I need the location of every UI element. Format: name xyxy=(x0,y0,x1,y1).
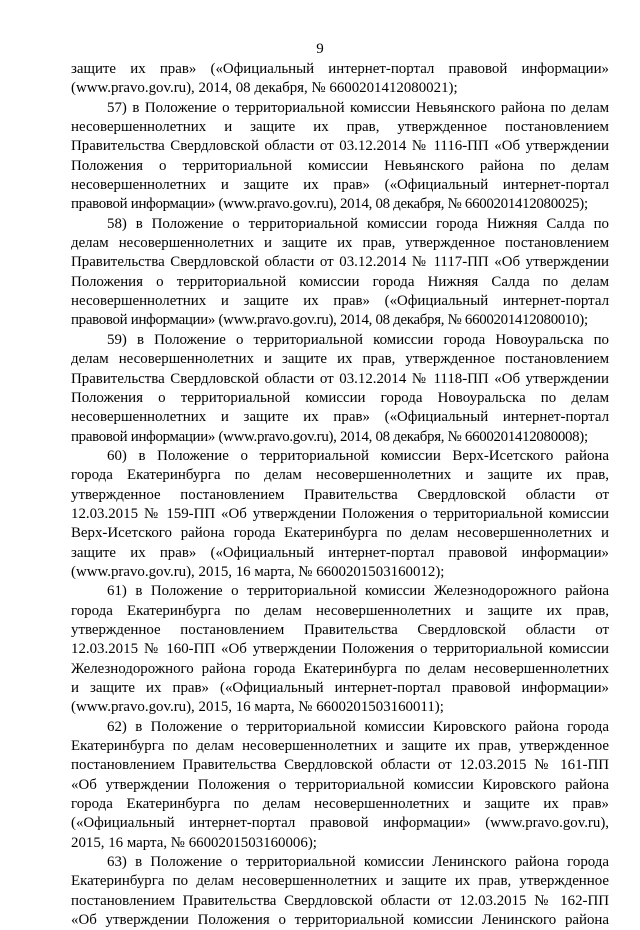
text-line: Правительства Свердловской области от 03.12.2014 № 1116-ПП «Об утверждении xyxy=(71,138,609,155)
text-line: (www.pravo.gov.ru), 2014, 08 декабря, № 6600201412080021); xyxy=(71,80,458,97)
text-line: 61) в Положение о территориальной комиссии Железнодорожного района xyxy=(107,583,609,600)
text-line: Правительства Свердловской области от 03.12.2014 № 1118-ПП «Об утверждении xyxy=(71,370,609,387)
text-line: Екатеринбурга по делам несовершеннолетних и защите их прав, утвержденное xyxy=(71,738,609,755)
paragraph-p59 xyxy=(71,331,609,447)
text-line: 59) в Положение о территориальной комиссии города Новоуральска по xyxy=(107,331,609,348)
text-line: утвержденное постановлением Правительства Свердловской области от xyxy=(71,621,609,638)
text-line: Положения о территориальной комиссии города Нижняя Салда по делам xyxy=(71,273,609,290)
text-line: 62) в Положение о территориальной комиссии Кировского района города xyxy=(107,718,609,735)
text-line: (www.pravo.gov.ru), 2015, 16 марта, № 6600201503160012); xyxy=(71,563,445,580)
text-line: постановлением Правительства Свердловской области от 12.03.2015 № 161-ПП xyxy=(71,757,609,774)
text-line: правовой информации» (www.pravo.gov.ru), 2014, 08 декабря, № 6600201412080010); xyxy=(71,312,588,329)
text-line: 58) в Положение о территориальной комиссии города Нижняя Салда по xyxy=(107,215,609,232)
text-line: 12.03.2015 № 159-ПП «Об утверждении Положения о территориальной комиссии xyxy=(71,505,609,522)
text-line: правовой информации» (www.pravo.gov.ru), 2014, 08 декабря, № 6600201412080025); xyxy=(71,196,588,213)
text-line: утвержденное постановлением Правительства Свердловской области от xyxy=(71,486,609,503)
text-line: города Екатеринбурга по делам несовершеннолетних и защите их прав, xyxy=(71,467,609,484)
page-number: 9 xyxy=(316,41,324,57)
paragraph-p58 xyxy=(71,215,609,331)
paragraph-p60 xyxy=(71,447,609,582)
text-line: несовершеннолетних и защите их прав» («Официальный интернет-портал xyxy=(71,409,609,426)
text-line: защите их прав» («Официальный интернет-портал правовой информации» xyxy=(71,61,609,77)
paragraph-p61 xyxy=(71,582,609,717)
text-line: «Об утверждении Положения о территориальной комиссии Ленинского района xyxy=(71,912,609,929)
text-line: несовершеннолетних и защите их прав» («Официальный интернет-портал xyxy=(71,293,609,310)
text-line: (www.pravo.gov.ru), 2015, 16 марта, № 6600201503160011); xyxy=(71,699,444,716)
text-line: («Официальный интернет-портал правовой информации» (www.pravo.gov.ru), xyxy=(71,815,609,832)
text-line: 63) в Положение о территориальной комиссии Ленинского района города xyxy=(107,854,609,871)
text-line: 57) в Положение о территориальной комиссии Невьянского района по делам xyxy=(107,99,609,116)
text-line: несовершеннолетних и защите их прав» («Официальный интернет-портал xyxy=(71,177,609,194)
paragraph-p62 xyxy=(71,718,609,853)
text-line: города Екатеринбурга по делам несовершеннолетних и защите их прав» xyxy=(71,796,609,813)
paragraph-p63 xyxy=(71,853,609,930)
text-line: «Об утверждении Положения о территориальной комиссии Кировского района xyxy=(71,776,609,793)
text-line: Положения о территориальной комиссии города Новоуральска по делам xyxy=(71,389,609,406)
text-line: Верх-Исетского района города Екатеринбурга по делам несовершеннолетних и xyxy=(71,525,609,542)
text-line: Железнодорожного района города Екатеринбурга по делам несовершеннолетних xyxy=(71,660,609,677)
text-line: и защите их прав» («Официальный интернет-портал правовой информации» xyxy=(71,680,609,696)
document-body xyxy=(71,60,609,930)
text-line: Правительства Свердловской области от 03.12.2014 № 1117-ПП «Об утверждении xyxy=(71,254,609,271)
text-line: 2015, 16 марта, № 6600201503160006); xyxy=(71,834,317,851)
text-line: 12.03.2015 № 160-ПП «Об утверждении Положения о территориальной комиссии xyxy=(71,641,609,658)
text-line: делам несовершеннолетних и защите их прав, утвержденное постановлением xyxy=(71,235,609,252)
paragraph-p57 xyxy=(71,99,609,215)
paragraph-p56-tail xyxy=(71,60,609,99)
text-line: правовой информации» (www.pravo.gov.ru), 2014, 08 декабря, № 6600201412080008); xyxy=(71,428,588,445)
text-line: защите их прав» («Официальный интернет-портал правовой информации» xyxy=(71,544,609,561)
text-line: 60) в Положение о территориальной комиссии Верх-Исетского района xyxy=(107,447,609,464)
text-line: несовершеннолетних и защите их прав, утвержденное постановлением xyxy=(71,119,609,136)
text-line: Екатеринбурга по делам несовершеннолетних и защите их прав, утвержденное xyxy=(71,873,609,890)
text-line: Положения о территориальной комиссии Невьянского района по делам xyxy=(71,157,609,174)
text-line: делам несовершеннолетних и защите их прав, утвержденное постановлением xyxy=(71,351,609,368)
text-line: города Екатеринбурга по делам несовершеннолетних и защите их прав, xyxy=(71,602,609,619)
text-line: постановлением Правительства Свердловской области от 12.03.2015 № 162-ПП xyxy=(71,892,609,909)
